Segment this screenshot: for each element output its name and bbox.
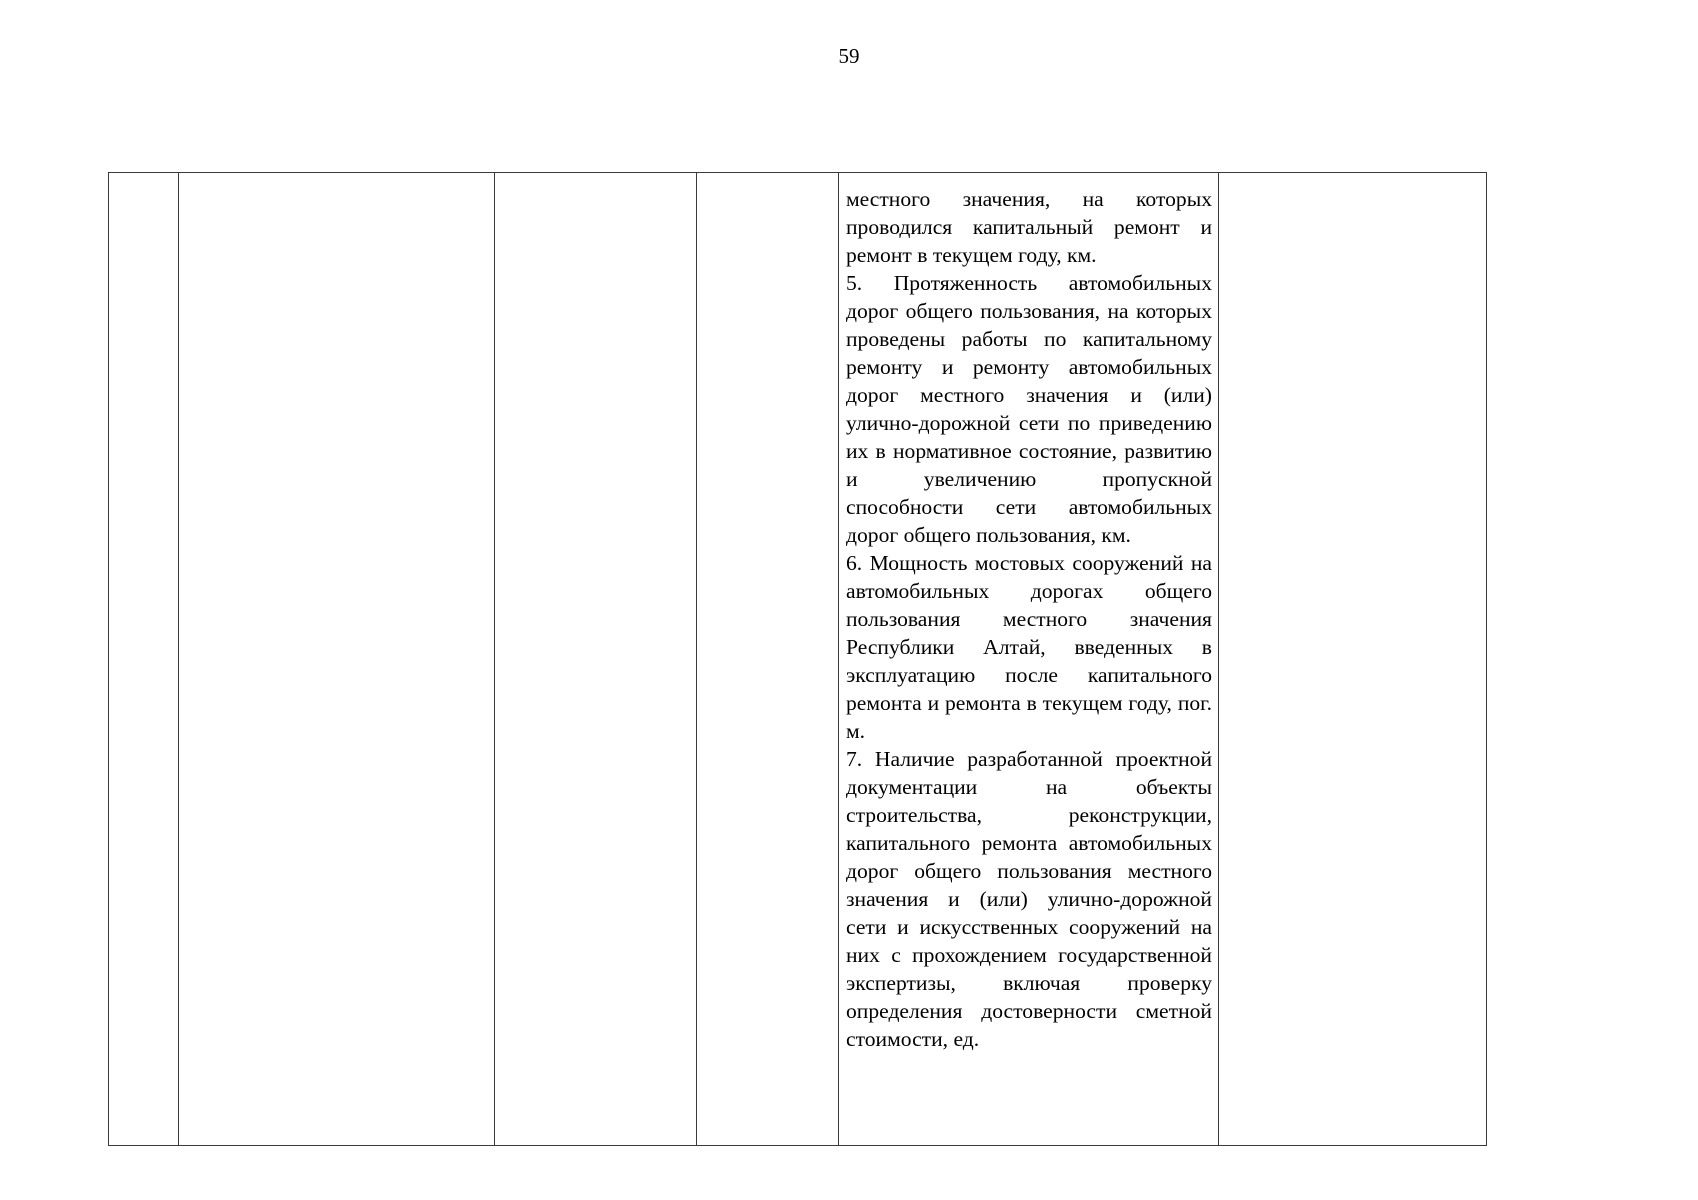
table-cell-col2 (179, 173, 495, 1146)
page-number: 59 (838, 44, 860, 68)
table-cell-col4 (697, 173, 839, 1146)
table-cell-col6 (1219, 173, 1487, 1146)
indicator-paragraph: 5. Протяженность автомобильных дорог общего пользования, на которых проведены работы по капитальному ремонту и ремонту автомобильных дорог местного значения и (или) улично-дорожной сети по приведению их в нормативное состояние, развитию и увеличению пропускной способности сети автомобильных дорог общего пользования, км. (846, 271, 1212, 547)
table-row (109, 173, 1487, 1146)
table-cell-indicators (839, 173, 1219, 1146)
table-cell-col3 (495, 173, 697, 1146)
indicator-paragraph: местного значения, на которых проводился капитальный ремонт и ремонт в текущем году, км. (846, 187, 1212, 267)
indicators-table (108, 172, 1487, 1146)
indicator-paragraph: 7. Наличие разработанной проектной документации на объекты строительства, реконструкции, капитального ремонта автомобильных дорог общего пользования местного значения и (или) улично-дорожной сети и искусственных сооружений на них с прохождением государственной экспертизы, включая проверку определения достоверности сметной стоимости, ед. (846, 747, 1212, 1051)
table-cell-col1 (109, 173, 179, 1146)
indicators-text (839, 173, 1218, 1053)
indicator-paragraph: 6. Мощность мостовых сооружений на автомобильных дорогах общего пользования местного значения Республики Алтай, введенных в эксплуатацию после капитального ремонта и ремонта в текущем году, пог. м. (846, 551, 1212, 743)
